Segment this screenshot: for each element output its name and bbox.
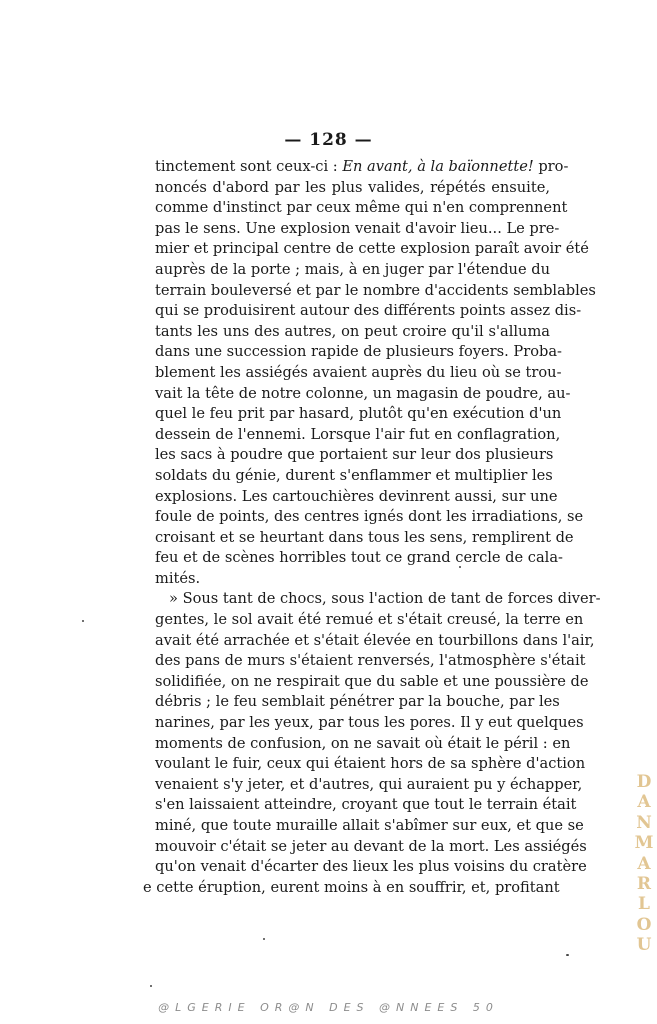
text-line-9: tants les uns des autres, on peut croire qu'il s'alluma: [155, 322, 550, 340]
side-watermark-letter: N: [636, 812, 652, 833]
text-line-32: s'en laissaient atteindre, croyant que tout le terrain était: [155, 796, 577, 814]
text-line-22: » Sous tant de chocs, sous l'action de tant de forces diver-: [169, 590, 601, 608]
text-line-3: comme d'instinct par ceux même qui n'en comprennent: [155, 199, 568, 217]
text-line-11: blement les assiégés avaient auprès du lieu où se trou-: [155, 363, 562, 381]
scan-speck: [566, 954, 569, 956]
text-line-15: les sacs à poudre que portaient sur leur dos plusieurs: [155, 446, 554, 464]
side-watermark-letter: A: [637, 853, 651, 874]
footer-watermark: @LGERIE OR@N DES @NNEES 50: [158, 1001, 499, 1014]
text-line-6: auprès de la porte ; mais, à en juger par l'étendue du: [155, 260, 550, 278]
scan-speck: [459, 566, 461, 568]
text-line-1: [155, 157, 569, 178]
scan-speck: [82, 620, 84, 622]
text-line-17: explosions. Les cartouchières devinrent aussi, sur une: [155, 487, 558, 505]
text-line-16: soldats du génie, durent s'enflammer et multiplier les: [155, 466, 553, 484]
text-line-4: pas le sens. Une explosion venait d'avoir lieu... Le pre-: [155, 219, 560, 237]
side-watermark: [634, 772, 654, 956]
text-line-12: vait la tête de notre colonne, un magasin de poudre, au-: [155, 384, 571, 402]
text-line-35: qu'on venait d'écarter des lieux les plus voisins du cratère: [155, 858, 587, 876]
side-watermark-letter: O: [636, 914, 652, 935]
text-line-36: e cette éruption, eurent moins à en souffrir, et, profitant: [143, 878, 560, 896]
text-line-28: narines, par les yeux, par tous les pores. Il y eut quelques: [155, 714, 584, 732]
text-line-31: venaient s'y jeter, et d'autres, qui auraient pu y échapper,: [155, 775, 583, 793]
text-line-29: moments de confusion, on ne savait où était le péril : en: [155, 734, 571, 752]
side-watermark-letter: A: [637, 792, 651, 813]
body-text: [143, 157, 601, 898]
text-line-14: dessein de l'ennemi. Lorsque l'air fut en conflagration,: [155, 425, 561, 443]
text-line-5: mier et principal centre de cette explosion paraît avoir été: [155, 240, 589, 258]
text-line-18: foule de points, des centres ignés dont les irradiations, se: [155, 508, 584, 526]
text-line-24: avait été arrachée et s'était élevée en tourbillons dans l'air,: [155, 631, 595, 649]
scan-speck: [150, 985, 152, 987]
side-watermark-letter: L: [638, 894, 650, 915]
text-line-27: débris ; le feu semblait pénétrer par la bouche, par les: [155, 693, 560, 711]
scan-speck: [263, 938, 265, 940]
side-watermark-letter: U: [636, 935, 652, 956]
side-watermark-letter: M: [634, 833, 654, 854]
text-line-26: solidifiée, on ne respirait que du sable et une poussière de: [155, 672, 589, 690]
text-line-1-lead: tinctement sont ceux-ci :: [155, 158, 343, 175]
text-line-25: des pans de murs s'étaient renversés, l'atmosphère s'était: [155, 652, 586, 670]
text-line-19: croisant et se heurtant dans tous les sens, remplirent de: [155, 528, 574, 546]
text-line-21: mités.: [155, 569, 201, 587]
text-line-1-tail: pro-: [533, 158, 569, 175]
text-line-23: gentes, le sol avait été remué et s'était creusé, la terre en: [155, 611, 584, 629]
text-line-34: mouvoir c'était se jeter au devant de la mort. Les assiégés: [155, 837, 587, 855]
text-line-10: dans une succession rapide de plusieurs foyers. Proba-: [155, 343, 562, 361]
text-line-1-italic: En avant, à la baïonnette!: [342, 158, 534, 175]
text-line-8: qui se produisirent autour des différents points assez dis-: [155, 302, 582, 320]
text-line-30: voulant le fuir, ceux qui étaient hors de sa sphère d'action: [155, 755, 586, 773]
side-watermark-letter: D: [636, 772, 652, 792]
text-line-2: noncés d'abord par les plus valides, répétés ensuite,: [155, 178, 550, 196]
page-number: — 128 —: [284, 130, 373, 150]
text-line-33: miné, que toute muraille allait s'abîmer sur eux, et que se: [155, 817, 584, 834]
text-line-7: terrain bouleversé et par le nombre d'accidents semblables: [155, 281, 596, 299]
text-line-13: quel le feu prit par hasard, plutôt qu'en exécution d'un: [155, 405, 562, 423]
side-watermark-letter: R: [636, 874, 652, 895]
text-line-20: feu et de scènes horribles tout ce grand cercle de cala-: [155, 549, 563, 567]
